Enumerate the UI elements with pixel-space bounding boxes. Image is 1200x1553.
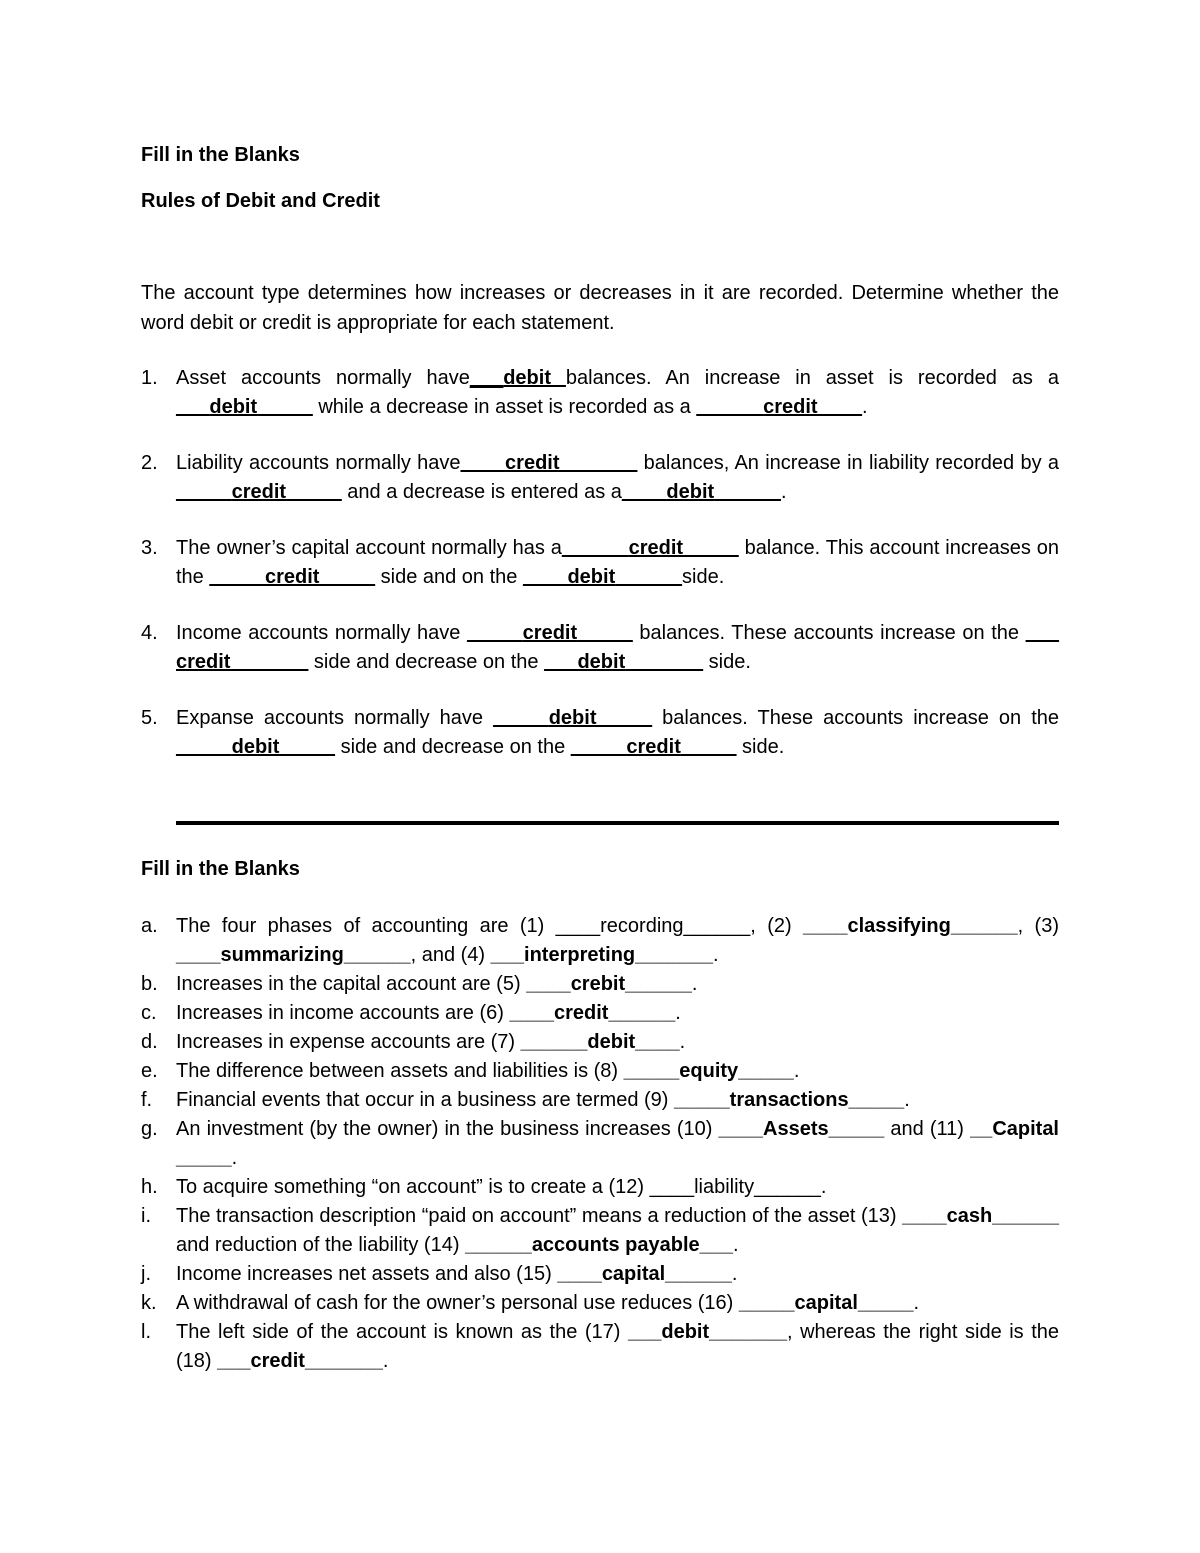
item-text: Financial events that occur in a business are termed (9) [176,1089,675,1111]
blank-fill: _______ [230,651,309,673]
blank-fill: _______ [625,651,704,673]
item-letter: c. [141,1002,157,1024]
item-text: balance. This account increases on the [176,537,1060,588]
blank-fill: ____ [176,944,221,966]
answer-blank[interactable]: equity [679,1060,739,1082]
rule-item-4 [141,619,1059,677]
blank-item-i [141,1202,1059,1260]
blank-fill: _____ [596,707,653,729]
item-text: The difference between assets and liabilities is (8) [176,1060,624,1082]
blank-fill: _____ [857,1292,914,1314]
item-text: Liability accounts normally have [176,452,461,474]
answer-blank[interactable]: Capital [992,1118,1059,1140]
blank-fill: ____ [649,1176,695,1198]
section2-title: Fill in the Blanks [141,858,300,880]
blank-fill: _____ [209,566,265,588]
blank-fill: ____ [635,1031,680,1053]
item-text: . [820,1176,827,1198]
item-text: . [733,1234,739,1256]
item-text: . [904,1089,910,1111]
rule-item-3 [141,534,1059,592]
item-number: 1. [141,367,158,389]
answer-blank[interactable]: credit [522,622,578,644]
blank-fill: ______ [665,1263,732,1285]
blank-fill: ____ [817,396,863,418]
item-text: . [793,1060,800,1082]
rule-item-2 [141,449,1059,507]
item-text: . [675,1002,681,1024]
blank-fill: ______ [992,1205,1059,1227]
answer-blank[interactable]: capital [601,1263,666,1285]
item-letter: k. [141,1292,157,1314]
item-text: . [231,1147,238,1169]
blank-fill: ___ [1025,622,1059,644]
answer-blank[interactable]: debit [503,367,551,389]
blank-fill: _____ [738,1060,794,1082]
blank-item-e [141,1057,1059,1086]
answer-blank[interactable]: debit [661,1321,710,1343]
item-letter: g. [141,1118,158,1140]
blank-fill: ______ [754,1176,821,1198]
blank-fill: ___ [469,367,504,389]
blank-fill: _____ [176,481,232,503]
blank-fill: ____ [526,973,571,995]
item-text: side and decrease on the [335,736,571,758]
blank-fill: ____ [509,1002,554,1024]
answer-blank[interactable]: debit [548,707,597,729]
blank-fill: _____ [319,566,376,588]
blank-fill: ____ [621,481,667,503]
answer-blank[interactable]: debit [231,736,280,758]
blank-fill: _____ [176,1147,232,1169]
blank-fill: _____ [257,396,313,418]
blank-fill: ______ [343,944,411,966]
blank-fill: _____ [570,736,627,758]
blank-fill: _____ [683,537,739,559]
item-text: Increases in the capital account are (5) [176,973,527,995]
answer-blank[interactable]: credit [505,452,560,474]
item-text: side and decrease on the [308,651,545,673]
blank-fill: ____ [522,566,568,588]
item-text: Increases in expense accounts are (7) [176,1031,521,1053]
blank-fill: ____ [460,452,506,474]
blank-fill: ____ [902,1205,947,1227]
item-text: , (3) [1017,915,1059,937]
item-text: Asset accounts normally have [176,367,470,389]
blank-item-k [141,1289,1059,1318]
blank-fill: _____ [577,622,633,644]
item-text: balances. An increase in asset is recorded as a [565,367,1059,389]
blank-fill: _____ [738,1292,795,1314]
item-text: balances. These accounts increase on the [632,622,1026,644]
answer-blank[interactable]: cash [946,1205,993,1227]
item-text: An investment (by the owner) in the business increases (10) [176,1118,719,1140]
blank-fill: _____ [286,481,342,503]
section1-subtitle: Rules of Debit and Credit [141,190,380,212]
item-text: A withdrawal of cash for the owner’s personal use reduces (16) [176,1292,739,1314]
rule-item-1 [141,364,1059,422]
blank-fill: ____ [557,1263,602,1285]
item-text: Income accounts normally have [176,622,468,644]
item-letter: i. [141,1205,151,1227]
item-text: . [713,944,719,966]
item-text: and reduction of the liability (14) [176,1234,466,1256]
item-number: 2. [141,452,158,474]
blank-fill: ______ [561,537,629,559]
item-text: The owner’s capital account normally has a [176,537,562,559]
item-text: , and (4) [410,944,491,966]
blank-fill: ____ [718,1118,764,1140]
item-text: side. [682,566,725,588]
blank-fill: _____ [680,736,737,758]
blank-fill: ______ [465,1234,532,1256]
item-letter: a. [141,915,158,937]
answer-blank[interactable]: debit [587,1031,636,1053]
answer-blank[interactable]: recording [600,915,684,937]
blank-item-g [141,1115,1059,1173]
item-number: 5. [141,707,158,729]
blank-fill: _______ [635,944,714,966]
answer-blank[interactable]: credit [554,1002,609,1024]
item-text: side. [736,736,785,758]
item-text: , whereas the right side is the (18) [176,1321,1060,1372]
item-text: The four phases of accounting are (1) [176,915,556,937]
blank-fill: _______ [559,452,638,474]
answer-blank[interactable]: credit [176,651,231,673]
accounting-blanks-list [141,912,1059,1376]
answer-blank[interactable]: summarizing [220,944,344,966]
answer-blank[interactable]: credit [250,1350,305,1372]
item-text: . [862,396,868,418]
blank-fill: _____ [279,736,336,758]
answer-blank[interactable]: credit [231,481,287,503]
item-letter: h. [141,1176,158,1198]
blank-fill: _____ [848,1089,905,1111]
item-text: while a decrease in asset is recorded as a [312,396,697,418]
item-text: side and on the [375,566,523,588]
answer-blank[interactable]: accounts payable [531,1234,700,1256]
blank-fill: _____ [493,707,549,729]
answer-blank[interactable]: debit [209,396,258,418]
blank-fill: _____ [176,736,232,758]
item-text: . [780,481,787,503]
debit-credit-rules-list [141,364,1059,762]
answer-blank[interactable]: debit [577,651,626,673]
item-text: . [679,1031,686,1053]
blank-fill: _____ [828,1118,885,1140]
section1-intro: The account type determines how increases or decreases in it are recorded. Determine whether the word debit or credit is appropriate for each statement. [141,282,1059,334]
blank-fill: ______ [615,566,682,588]
rule-item-5 [141,704,1059,762]
blank-item-c [141,999,1059,1028]
blank-fill: ______ [950,915,1018,937]
answer-blank[interactable]: Assets [763,1118,829,1140]
blank-item-j [141,1260,1059,1289]
blank-fill: ______ [608,1002,676,1024]
blank-fill: ____ [802,915,848,937]
item-letter: d. [141,1031,158,1053]
answer-blank[interactable]: credit [264,566,320,588]
item-text: balances, An increase in liability recorded by a [637,452,1059,474]
answer-blank[interactable]: debit [567,566,616,588]
blank-fill: ____ [555,915,601,937]
blank-item-l [141,1318,1059,1376]
item-text: , (2) [750,915,803,937]
blank-fill: _______ [304,1350,383,1372]
answer-blank[interactable]: capital [794,1292,858,1314]
answer-blank[interactable]: classifying [847,915,951,937]
item-number: 4. [141,622,158,644]
blank-fill: ___ [544,651,578,673]
item-text: . [382,1350,389,1372]
blank-fill: ______ [520,1031,588,1053]
blank-item-h [141,1173,1059,1202]
blank-item-a [141,912,1059,970]
blank-fill: __ [970,1118,993,1140]
blank-fill: _____ [467,622,523,644]
item-text: Expanse accounts normally have [176,707,494,729]
blank-fill: _____ [674,1089,730,1111]
answer-blank[interactable]: debit [666,481,715,503]
item-text: The left side of the account is known as the (17) [176,1321,628,1343]
item-text: The transaction description “paid on account” means a reduction of the asset (13) [176,1205,903,1227]
item-letter: j. [141,1263,151,1285]
blank-fill: ___ [490,944,525,966]
blank-fill: ______ [714,481,781,503]
answer-blank[interactable]: credit [628,537,684,559]
answer-blank[interactable]: crebit [570,973,626,995]
blank-fill: ______ [696,396,764,418]
item-text: . [691,973,698,995]
blank-item-b [141,970,1059,999]
section1-title: Fill in the Blanks [141,144,300,166]
item-text: balances. These accounts increase on the [652,707,1060,729]
blank-fill: ___ [176,396,210,418]
item-text: side. [703,651,751,673]
answer-blank[interactable]: credit [626,736,681,758]
document-page [141,140,1059,1376]
item-letter: b. [141,973,158,995]
section-divider [176,821,1059,825]
item-letter: e. [141,1060,158,1082]
blank-fill [551,367,566,389]
answer-blank[interactable]: credit [763,396,818,418]
answer-blank[interactable]: transactions [729,1089,849,1111]
blank-fill: _______ [709,1321,788,1343]
item-text: Income increases net assets and also (15) [176,1263,558,1285]
blank-fill: ___ [627,1321,662,1343]
item-number: 3. [141,537,158,559]
item-text: To acquire something “on account” is to create a (12) [176,1176,650,1198]
item-letter: f. [141,1089,153,1111]
answer-blank[interactable]: interpreting [524,944,636,966]
item-text: and a decrease is entered as a [341,481,622,503]
item-text: Increases in income accounts are (6) [176,1002,510,1024]
blank-fill: ___ [699,1234,734,1256]
item-text: and (11) [884,1118,971,1140]
item-text: . [731,1263,738,1285]
blank-fill: ___ [217,1350,251,1372]
blank-item-f [141,1086,1059,1115]
item-letter: l. [141,1321,151,1343]
answer-blank[interactable]: liability [694,1176,755,1198]
blank-fill: _____ [623,1060,680,1082]
blank-item-d [141,1028,1059,1057]
item-text: . [913,1292,920,1314]
blank-fill: ______ [625,973,692,995]
blank-fill: ______ [683,915,751,937]
